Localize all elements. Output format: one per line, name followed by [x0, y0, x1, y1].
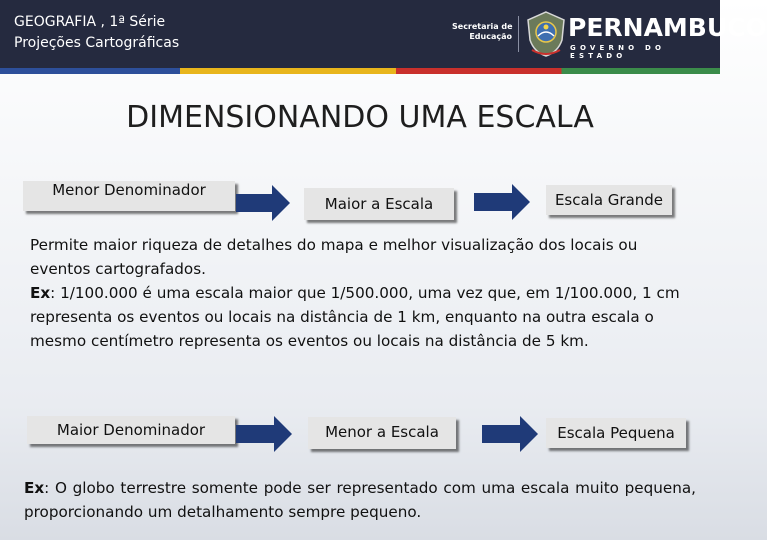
header-title: [14, 12, 179, 54]
arrow-right-icon: [236, 416, 294, 452]
governo-do-estado-label: GOVERNO DO ESTADO: [570, 44, 666, 60]
government-logo: [452, 8, 767, 60]
escala-grande-box: [546, 185, 672, 215]
box-label: Menor Denominador: [52, 181, 206, 199]
box-label: Escala Grande: [554, 191, 664, 209]
globe-example-paragraph: [24, 476, 696, 524]
scale-explanation-paragraph: [30, 233, 702, 353]
page-title: DIMENSIONANDO UMA ESCALA: [126, 100, 594, 135]
logo-divider: [518, 16, 519, 52]
secretaria-line1: Secretaria de: [452, 22, 513, 31]
box-label: Menor a Escala: [325, 423, 439, 441]
header-bar: [0, 0, 767, 68]
secretaria-line2: Educação: [469, 32, 512, 41]
menor-denominador-box: [23, 181, 235, 211]
example-label: Ex: [30, 284, 51, 302]
maior-denominador-box: [27, 416, 235, 444]
arrow-right-icon: [474, 184, 532, 220]
box-label: Maior Denominador: [56, 421, 206, 439]
menor-a-escala-box: [308, 417, 456, 449]
intro-text: Permite maior riqueza de detalhes do mapa e melhor visualização dos locais ou eventos cartografados.: [30, 236, 638, 278]
color-stripe: [0, 68, 720, 74]
secretaria-label: [452, 22, 516, 42]
subject-label: GEOGRAFIA , 1ª Série: [14, 14, 166, 30]
pernambuco-wordmark: PERNAMBUCO: [568, 13, 767, 42]
box-label: Maior a Escala: [324, 195, 434, 213]
maior-a-escala-box: [304, 188, 454, 220]
arrow-right-icon: [482, 416, 540, 452]
example-label: Ex: [24, 479, 45, 497]
state-seal-icon: [524, 10, 568, 58]
arrow-right-icon: [236, 185, 292, 221]
box-label: Escala Pequena: [557, 424, 675, 442]
example-text: : O globo terrestre somente pode ser representado com uma escala muito pequena, proporcionando um detalhamento sempre pequeno.: [24, 479, 696, 521]
example-text: : 1/100.000 é uma escala maior que 1/500.000, uma vez que, em 1/100.000, 1 cm representa os eventos ou locais na distância de 1 km, enquanto na outra escala o mesmo centímetro representa os eventos ou locais na distância de 5 km.: [30, 284, 680, 350]
escala-pequena-box: [546, 418, 686, 448]
topic-label: Projeções Cartográficas: [14, 35, 180, 51]
